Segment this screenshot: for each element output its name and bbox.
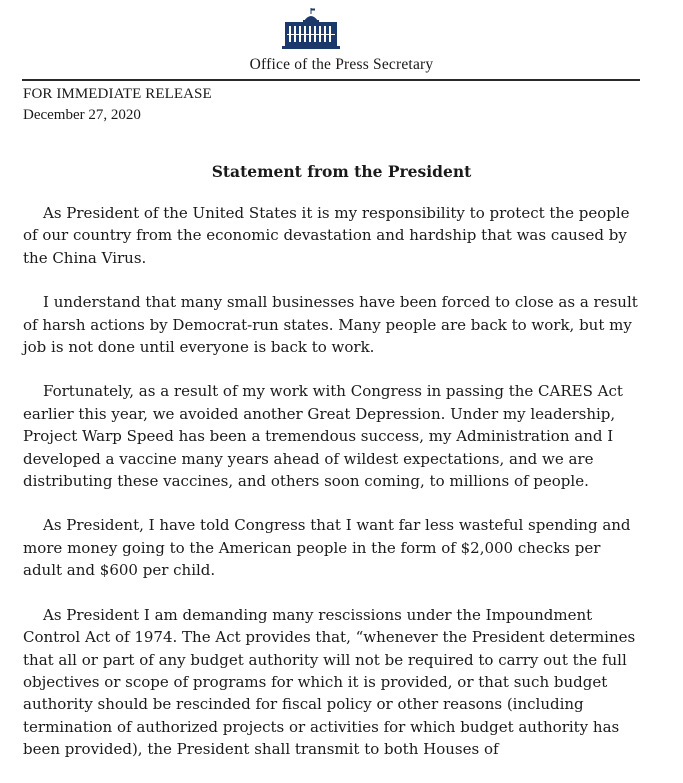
- release-line: FOR IMMEDIATE RELEASE: [23, 86, 212, 102]
- header-divider: [22, 79, 640, 81]
- paragraph: As President of the United States it is my responsibility to protect the people of our country from the economic devastation and hardship that was caused by the China Virus.: [23, 204, 630, 267]
- statement-title: Statement from the President: [211, 162, 472, 181]
- statement-body: [23, 202, 641, 783]
- paragraph: Fortunately, as a result of my work with Congress in passing the CARES Act earlier this year, we avoided another Great Depression. Under my leadership, Project Warp Speed has been a tremendous success, my Administration and I developed a vaccine many years ahead of wildest expectations, and we are distributing these vaccines, and others soon coming, to millions of people.: [23, 382, 623, 491]
- white-house-logo-icon: [282, 8, 340, 52]
- paragraph: I understand that many small businesses have been forced to close as a result of harsh actions by Democrat-run states. Many people are back to work, but my job is not done until everyone is back to work.: [23, 293, 638, 357]
- release-date: December 27, 2020: [23, 107, 141, 123]
- paragraph: As President I am demanding many rescissions under the Impoundment Control Act of 1974. The Act provides that, “whenever the President determines that all or part of any budget authority will not be required to carry out the full objectives or scope of programs for which it is provided, or that such budget authority should be rescinded for fiscal policy or other reasons (including termination of authorized projects or activities for which budget authority has been provided), the President shall transmit to both Houses of: [23, 605, 636, 759]
- paragraph: As President, I have told Congress that I want far less wasteful spending and more money going to the American people in the form of $2,000 checks per adult and $600 per child.: [23, 516, 631, 580]
- office-name: Office of the Press Secretary: [249, 56, 434, 73]
